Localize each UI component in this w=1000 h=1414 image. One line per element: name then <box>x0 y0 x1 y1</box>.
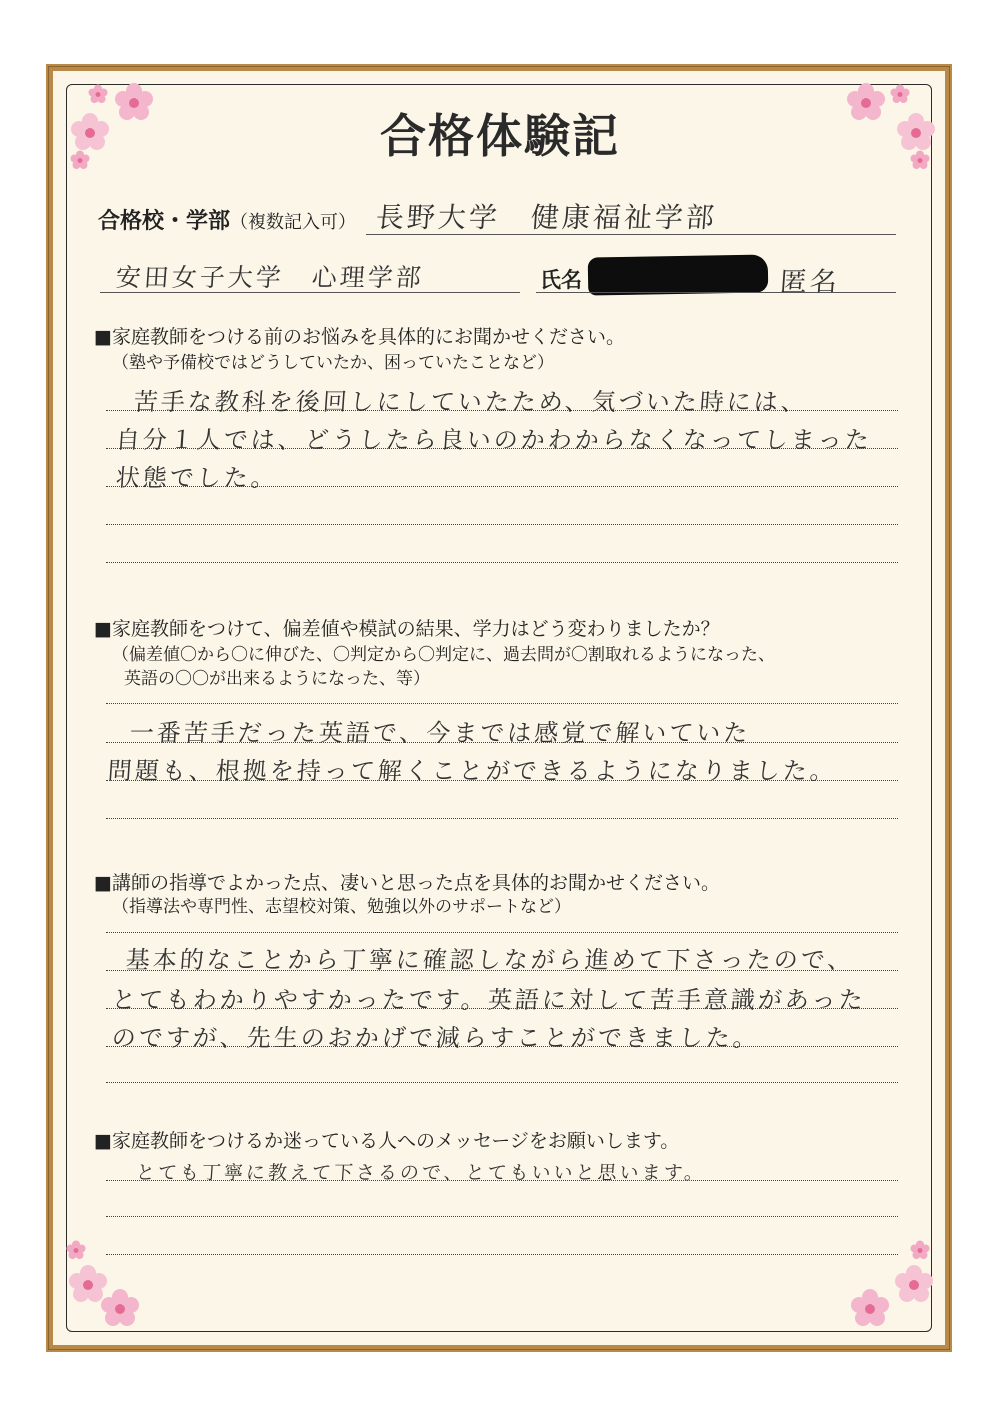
answer-line <box>106 562 898 563</box>
answer-3-line-2: とてもわかりやすかったです。英語に対して苦手意識があった <box>110 986 867 1014</box>
cherry-blossom-icon <box>894 1264 934 1304</box>
page-title: 合格体験記 <box>380 109 620 163</box>
question-4: ■家庭教師をつけるか迷っている人へのメッセージをお願いします。 <box>94 1130 680 1152</box>
answer-line <box>106 932 898 933</box>
question-2-note: （偏差値〇から〇に伸びた、〇判定から〇判定に、過去問が〇割取れるようになった、 <box>112 645 775 665</box>
name-line <box>536 292 896 293</box>
answer-1-line-3: 状態でした。 <box>114 464 279 492</box>
answer-line <box>106 818 898 819</box>
cherry-blossom-icon <box>66 1240 86 1260</box>
answer-line <box>106 703 898 704</box>
cherry-blossom-icon <box>100 1288 140 1328</box>
answer-line <box>106 1254 898 1255</box>
cherry-blossom-icon <box>850 1288 890 1328</box>
school-line-2 <box>100 292 520 293</box>
question-2: ■家庭教師をつけて、偏差値や模試の結果、学力はどう変わりましたか？ <box>94 618 720 640</box>
question-2-note-2: 英語の〇〇が出来るようになった、等） <box>124 669 430 689</box>
answer-3-line-1: 基本的なことから丁寧に確認しながら進めて下さったので、 <box>124 946 856 974</box>
cherry-blossom-icon <box>910 1240 930 1260</box>
answer-line <box>106 1216 898 1217</box>
redacted-name <box>588 254 769 295</box>
question-1: ■家庭教師をつける前のお悩みを具体的にお聞かせください。 <box>94 326 625 348</box>
school-label-text: 合格校・学部 <box>98 209 231 234</box>
answer-3-line-3: のですが、先生のおかげで減らすことができました。 <box>110 1024 761 1052</box>
school-value-1: 長野大学 健康福祉学部 <box>374 201 719 234</box>
answer-1-line-2: 自分１人では、どうしたら良いのかわからなくなってしまった <box>114 426 873 454</box>
question-3: ■講師の指導でよかった点、凄いと思った点を具体的お聞かせください。 <box>94 872 720 894</box>
name-label: 氏名 <box>540 268 582 292</box>
school-line-1 <box>366 234 896 235</box>
school-label-note: （複数記入可） <box>230 212 357 233</box>
answer-1-line-1: 苦手な教科を後回しにしていたため、気づいた時には、 <box>132 388 809 416</box>
name-value: 匿名 <box>778 267 841 298</box>
answer-line <box>106 1082 898 1083</box>
question-3-note: （指導法や専門性、志望校対策、勉強以外のサポートなど） <box>112 897 571 917</box>
answer-line <box>106 524 898 525</box>
answer-2-line-2: 問題も、根拠を持って解くことができるようになりました。 <box>106 757 838 785</box>
school-label <box>98 204 356 235</box>
answer-4-line-1: とても丁寧に教えて下さるので、とてもいいと思います。 <box>135 1162 707 1184</box>
answer-2-line-1: 一番苦手だった英語で、今までは感覚で解いていた <box>128 719 752 747</box>
question-1-note: （塾や予備校ではどうしていたか、困っていたことなど） <box>112 353 554 373</box>
school-value-2: 安田女子大学 心理学部 <box>114 263 425 292</box>
